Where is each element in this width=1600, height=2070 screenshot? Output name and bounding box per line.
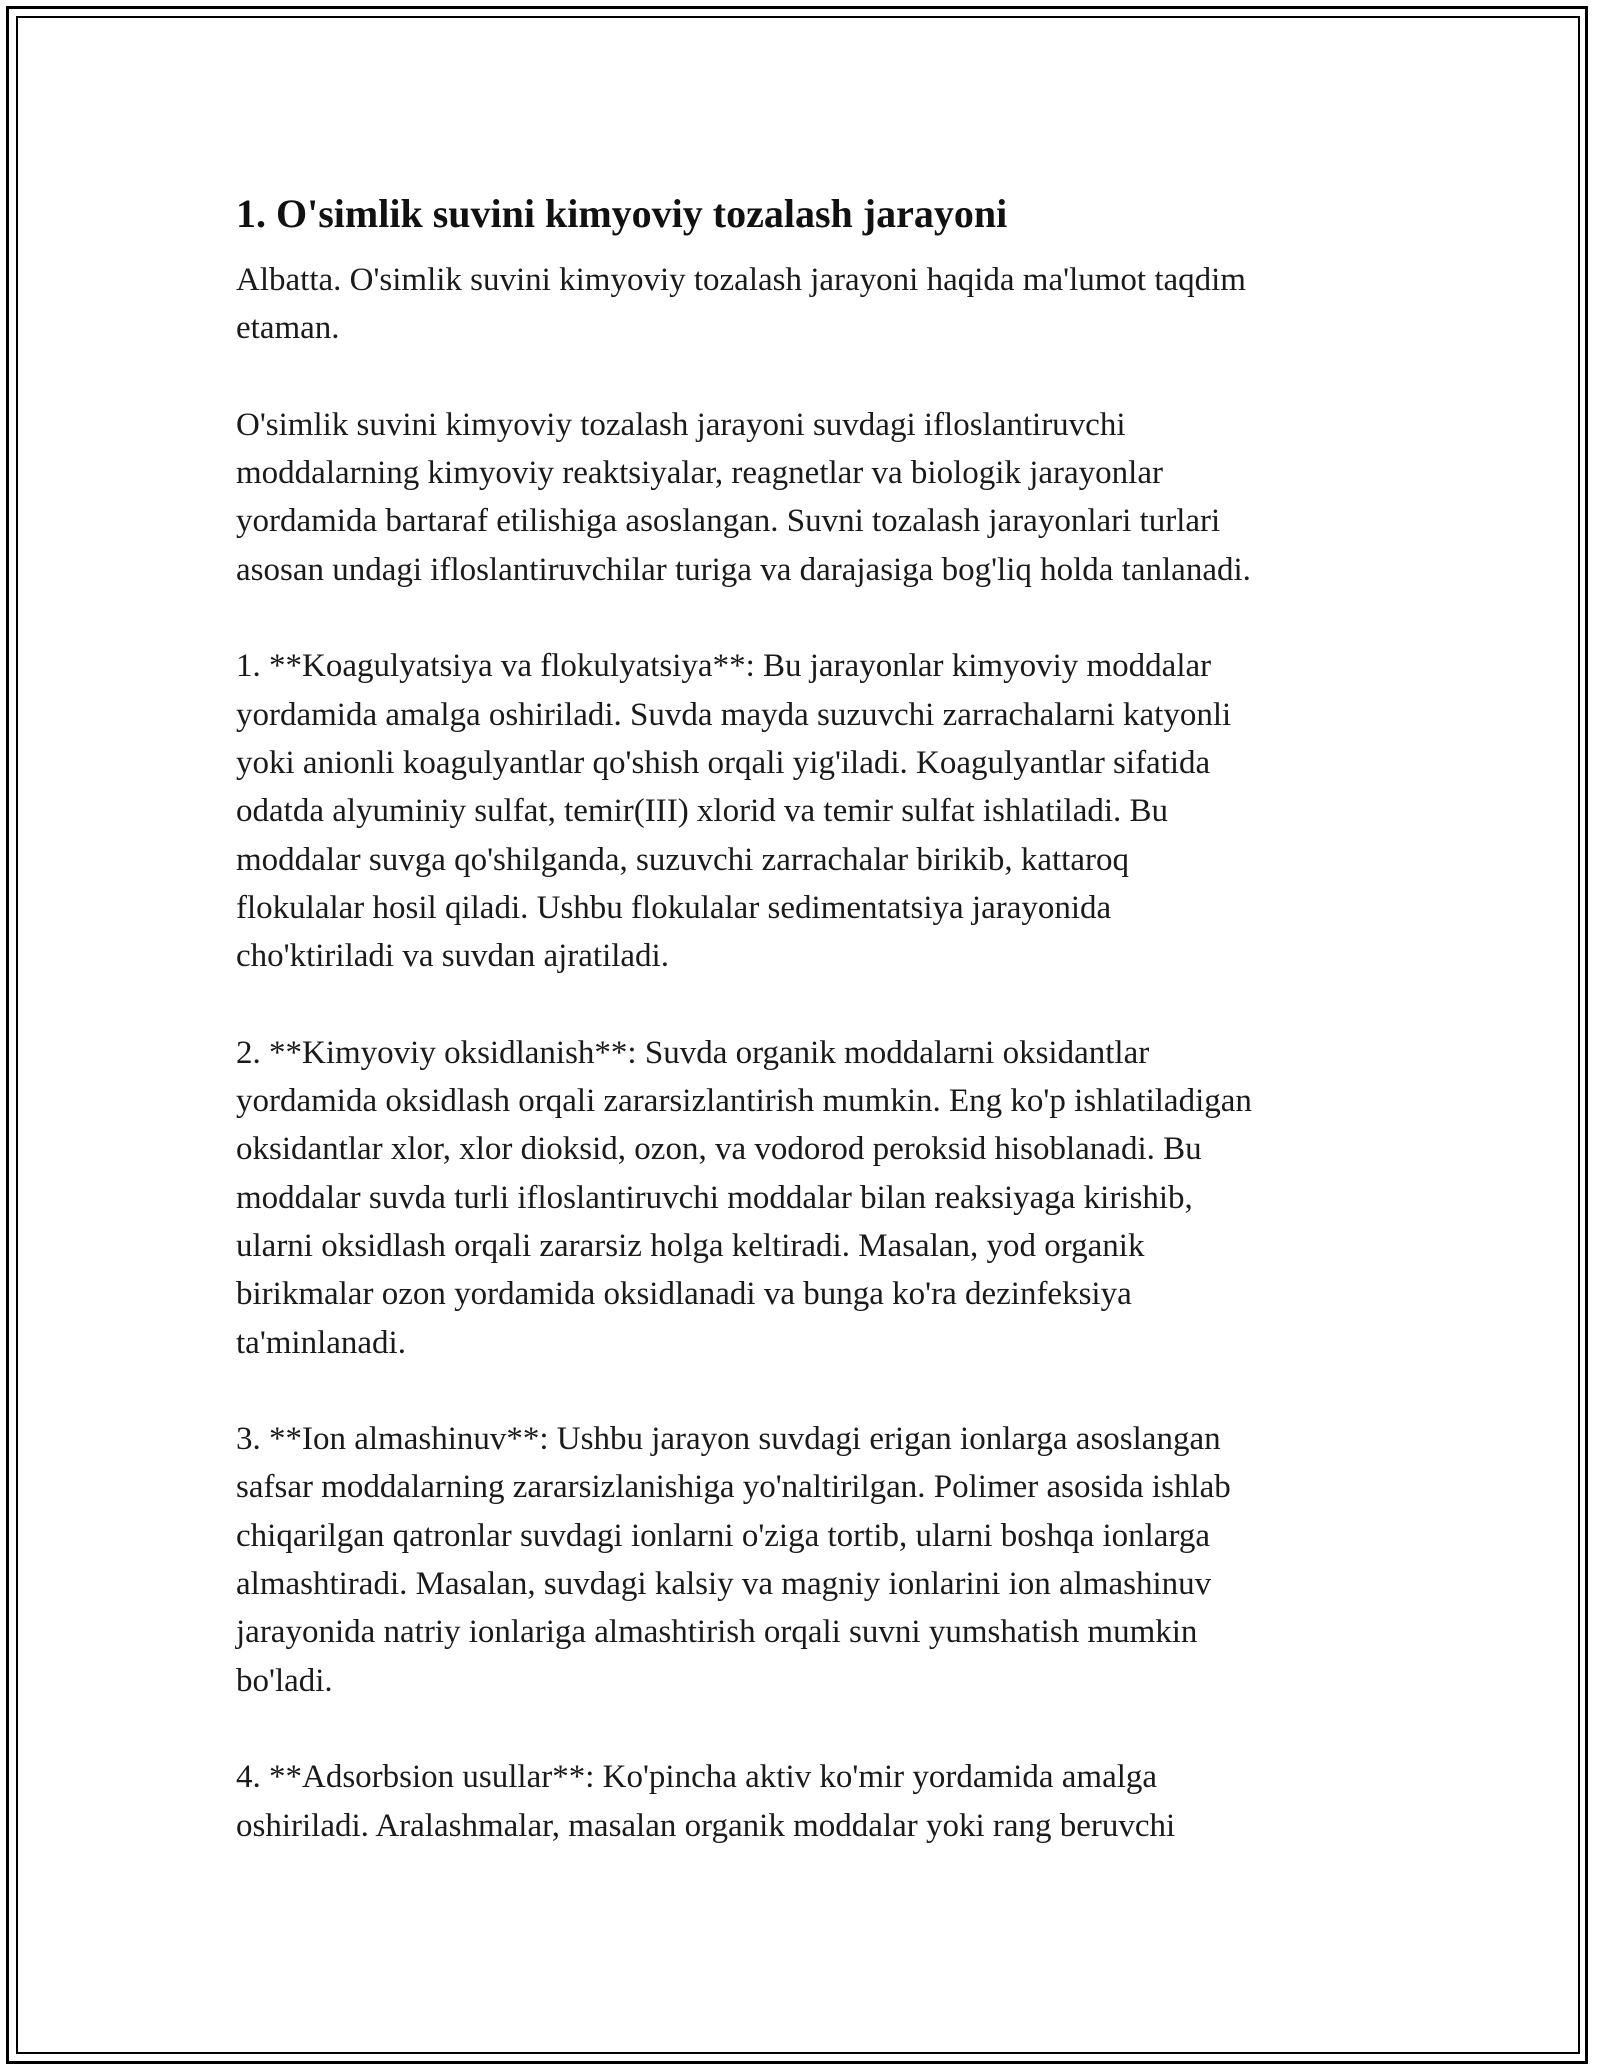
document-body	[236, 186, 1386, 1898]
paragraph-intro: Albatta. O'simlik suvini kimyoviy tozalash jarayoni haqida ma'lumot taqdim etaman.	[236, 262, 1246, 347]
paragraph-overview: O'simlik suvini kimyoviy tozalash jarayoni suvdagi ifloslantiruvchi moddalarning kimyoviy reaktsiyalar, reagnetlar va biologik jarayonlar yordamida bartaraf etilishiga asoslangan. Suvni tozalash jarayonlari turlari asosan undagi ifloslantiruvchilar turiga va darajasiga bog'liq holda tanlanadi.	[236, 406, 1251, 588]
paragraph-adsorption: 4. **Adsorbsion usullar**: Ko'pincha aktiv ko'mir yordamida amalga oshiriladi. Aralashmalar, masalan organik moddalar yoki rang beruvchi	[236, 1759, 1176, 1844]
paragraph-ion-exchange: 3. **Ion almashinuv**: Ushbu jarayon suvdagi erigan ionlarga asoslangan safsar moddalarning zararsizlanishiga yo'naltirilgan. Polimer asosida ishlab chiqarilgan qatronlar suvdagi ionlarni o'ziga tortib, ularni boshqa ionlarga almashtiradi. Masalan, suvdagi kalsiy va magniy ionlarini ion almashinuv jarayonida natriy ionlariga almashtirish orqali suvni yumshatish mumkin bo'ladi.	[236, 1421, 1231, 1699]
paragraph-coagulation: 1. **Koagulyatsiya va flokulyatsiya**: Bu jarayonlar kimyoviy moddalar yordamida amalga oshiriladi. Suvda mayda suzuvchi zarrachalarni katyonli yoki anionli koagulyantlar qo'shish orqali yig'iladi. Koagulyantlar sifatida odatda alyuminiy sulfat, temir(III) xlorid va temir sulfat ishlatiladi. Bu moddalar suvga qo'shilganda, suzuvchi zarrachalar birikib, kattaroq flokulalar hosil qiladi. Ushbu flokulalar sedimentatsiya jarayonida cho'ktiriladi va suvdan ajratiladi.	[236, 648, 1232, 975]
paragraph-oxidation: 2. **Kimyoviy oksidlanish**: Suvda organik moddalarni oksidantlar yordamida oksidlash orqali zararsizlantirish mumkin. Eng ko'p ishlatiladigan oksidantlar xlor, xlor dioksid, ozon, va vodorod peroksid hisoblanadi. Bu moddalar suvda turli ifloslantiruvchi moddalar bilan reaksiyaga kirishib, ularni oksidlash orqali zararsiz holga keltiradi. Masalan, yod organik birikmalar ozon yordamida oksidlanadi va bunga ko'ra dezinfeksiya ta'minlanadi.	[236, 1034, 1252, 1361]
document-title: 1. O'simlik suvini kimyoviy tozalash jarayoni	[236, 191, 1008, 236]
